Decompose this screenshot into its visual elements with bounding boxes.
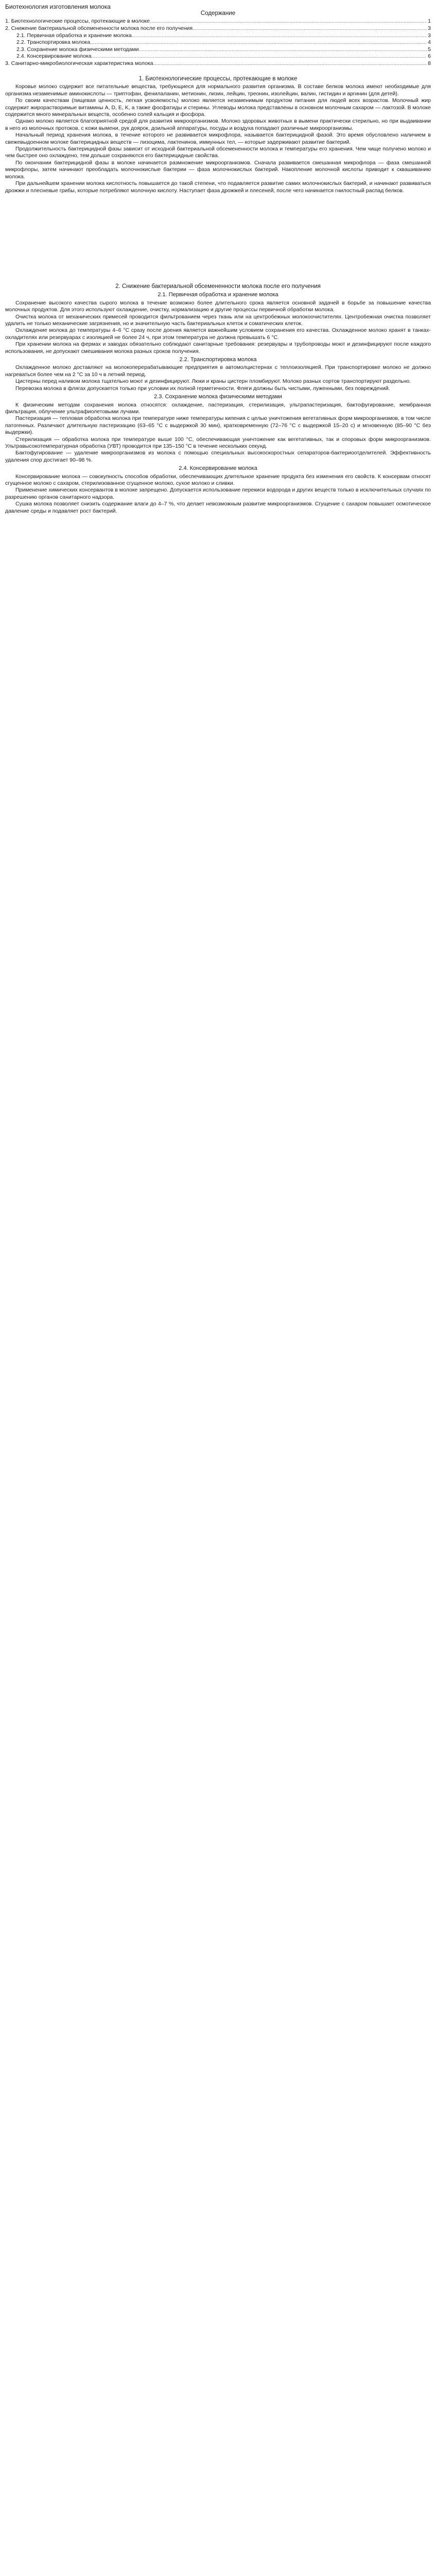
paragraph: Коровье молоко содержит все питательные вещества, требующиеся для нормального развития организма. В составе белков молока имеют необходимые для организма незаменимые аминокислоты — триптофан, фенилаланин, метионин, лизин, лейцин, треонин, изолейцин, валин, гистидин и аргинин (для детей). (5, 83, 431, 97)
toc-item[interactable] (5, 25, 431, 32)
subsection-title: 2.1. Первичная обработка и хранение молока (158, 292, 278, 298)
toc-item-label: 2. Снижение бактериальной обсемененности молока после его получения (5, 25, 193, 31)
document-title: Биотехнология изготовления молока (5, 3, 111, 10)
toc-heading: Содержание (200, 10, 236, 16)
paragraph: Бактофугирование — удаление микроорганизмов из молока с помощью специальных высокоскоростных сепараторов-бактериоотделителей. Эффективность удаления спор достигает 90–98 %. (5, 450, 431, 463)
paragraph: Охлажденное молоко доставляют на молокоперерабатывающие предприятия в автомолцистернах с теплоизоляцией. При транспортировке молоко не должно нагреваться более чем на 2 °C за 10 ч в летний период. (5, 364, 431, 378)
paragraph: Сохранение высокого качества сырого молока в течение возможно более длительного срока является основной задачей в борьбе за повышение качества молочных продуктов. Для этого используют охлаждение, очистку, нормализацию и другие процессы первичной обработки молока. (5, 299, 431, 313)
subsection-title: 2.4. Консервирование молока (179, 465, 257, 472)
paragraph: Цистерны перед наливом молока тщательно моют и дезинфицируют. Люки и краны цистерн пломбируют. Молоко разных сортов транспортируют раздельно. (15, 378, 411, 385)
paragraph: При дальнейшем хранении молока кислотность повышается до такой степени, что подавляется развитие самих молочнокислых бактерий, и начинают развиваться дрожжи и плесневые грибы, которые потребляют молочную кислоту. Наступает фаза дрожжей и плесеней, после чего начинается гнилостный распад белков. (5, 180, 431, 194)
subsection-title: 2.2. Транспортировка молока (179, 357, 257, 363)
paragraph: По своим качествам (пищевая ценность, легкая усвояемость) молоко является незаменимым продуктом питания для людей всех возрастов. Молочный жир содержит жирорастворимые витамины A, D, E, K, а также фосфатиды и стерины. Углеводы молока представлены в основном молочным сахаром — лактозой. В молоке содержится много минеральных веществ, особенно солей кальция и фосфора. (5, 97, 431, 118)
toc-item-page: 6 (428, 53, 431, 60)
paragraph: При хранении молока на фермах и заводах обязательно соблюдают санитарные требования: резервуары и трубопроводы моют и дезинфицируют после каждого использования, не допускают смешивания молока разных сроков получения. (5, 341, 431, 354)
toc-item[interactable] (5, 60, 431, 67)
section-title: 2. Снижение бактериальной обсемененности молока после его получения (115, 283, 321, 290)
toc-item-page: 4 (428, 39, 431, 46)
toc-item-page: 8 (428, 60, 431, 66)
toc-item[interactable] (5, 46, 431, 54)
toc-item-page: 1 (428, 18, 431, 25)
toc-item[interactable] (5, 32, 431, 40)
paragraph: Начальный период хранения молока, в течение которого не развивается микрофлора, называется бактерицидной фазой. Это время обусловлено наличием в свежевыдоенном молоке бактерицидных веществ — лизоцима, лактенинов, иммунных тел, — которые задерживают развитие бактерий. (5, 132, 431, 145)
paragraph: Сушка молока позволяет снизить содержание влаги до 4–7 %, что делает невозможным развитие микроорганизмов. Сгущение с сахаром повышает осмотическое давление среды и подавляет рост бактерий. (5, 501, 431, 514)
toc-item-label: 2.1. Первичная обработка и хранение молока (16, 32, 132, 39)
toc-item-page: 3 (428, 25, 431, 31)
table-of-contents (5, 10, 431, 67)
paragraph: Применение химических консервантов в молоке запрещено. Допускается использование перекиси водорода и других веществ только в исключительных случаях по разрешению органов санитарного надзора. (5, 487, 431, 500)
toc-item-label: 2.4. Консервирование молока (16, 53, 92, 60)
section-bacterial-reduction (5, 283, 431, 515)
paragraph: Пастеризация — тепловая обработка молока при температуре ниже температуры кипения с целью уничтожения вегетативных форм микроорганизмов, в том числе патогенных. Различают длительную пастеризацию (63–65 °C с выдержкой 30 мин), кратковременную (72–76 °C с выдержкой 15–20 с) и мгновенную (85–90 °C без выдержки). (5, 415, 431, 436)
paragraph: К физическим методам сохранения молока относятся: охлаждение, пастеризация, стерилизация, ультрапастеризация, бактофугирование, мембранная фильтрация, облучение ультрафиолетовыми лучами. (5, 401, 431, 415)
paragraph: Стерилизация — обработка молока при температуре выше 100 °C, обеспечивающая уничтожение как вегетативных, так и споровых форм микроорганизмов. Ультравысокотемпературная обработка (УВТ) проводится при 135–150 °C в течение нескольких секунд. (5, 436, 431, 449)
toc-item-page: 5 (428, 46, 431, 53)
section-biotech-processes (5, 76, 431, 194)
toc-item-label: 3. Санитарно-микробиологическая характеристика молока (5, 60, 153, 66)
subsection-title: 2.3. Сохранение молока физическими методами (154, 394, 282, 400)
paragraph: Перевозка молока в флягах допускается только при условии их полной герметичности. Фляги должны быть чистыми, луженными, без повреждений. (15, 385, 390, 392)
toc-item-label: 1. Биотехнологические процессы, протекающие в молоке (5, 18, 150, 25)
paragraph: Охлаждение молока до температуры 4–6 °C сразу после доения является важнейшим условием сохранения его качества. Охлажденное молоко хранят в танках-охладителях или резервуарах с изоляцией не более 24 ч, при этом температура не должна превышать 6 °C. (5, 327, 431, 341)
toc-item[interactable] (5, 18, 431, 25)
toc-item[interactable] (5, 39, 431, 46)
toc-item-label: 2.3. Сохранение молока физическими методами (16, 46, 139, 53)
toc-item-page: 3 (428, 32, 431, 39)
paragraph: Продолжительность бактерицидной фазы зависит от исходной бактериальной обсемененности молока и температуры его хранения. Чем чище получено молоко и чем быстрее оно охлаждено, тем дольше сохраняются его бактерицидные свойства. (5, 146, 431, 159)
section-title: 1. Биотехнологические процессы, протекающие в молоке (138, 76, 298, 82)
paragraph: Очистка молока от механических примесей проводится фильтрованием через ткань или на центробежных молокоочистителях. Центробежная очистка позволяет удалить не только механические загрязнения, но и значительную часть бактериальных клеток и соматических клеток. (5, 313, 431, 327)
paragraph: По окончании бактерицидной фазы в молоке начинается размножение микроорганизмов. Сначала развивается смешанная микрофлора — фаза смешанной микрофлоры, затем начинают преобладать молочнокислые бактерии — фаза молочнокислых бактерий. Накопление молочной кислоты приводит к сквашиванию молока. (5, 159, 431, 180)
paragraph: Однако молоко является благоприятной средой для развития микроорганизмов. Молоко здоровых животных в вымени практически стерильно, но при выдаивании в него из молочных протоков, с кожи вымени, рук доярок, доильной аппаратуры, посуды и воздуха попадают различные микроорганизмы. (5, 118, 431, 131)
paragraph: Консервирование молока — совокупность способов обработки, обеспечивающих длительное хранение продукта без изменения его свойств. К консервам относят сгущенное молоко с сахаром, стерилизованное сгущенное молоко, сухое молоко и сливки. (5, 473, 431, 486)
toc-item-label: 2.2. Транспортировка молока (16, 39, 91, 46)
toc-item[interactable] (5, 53, 431, 60)
